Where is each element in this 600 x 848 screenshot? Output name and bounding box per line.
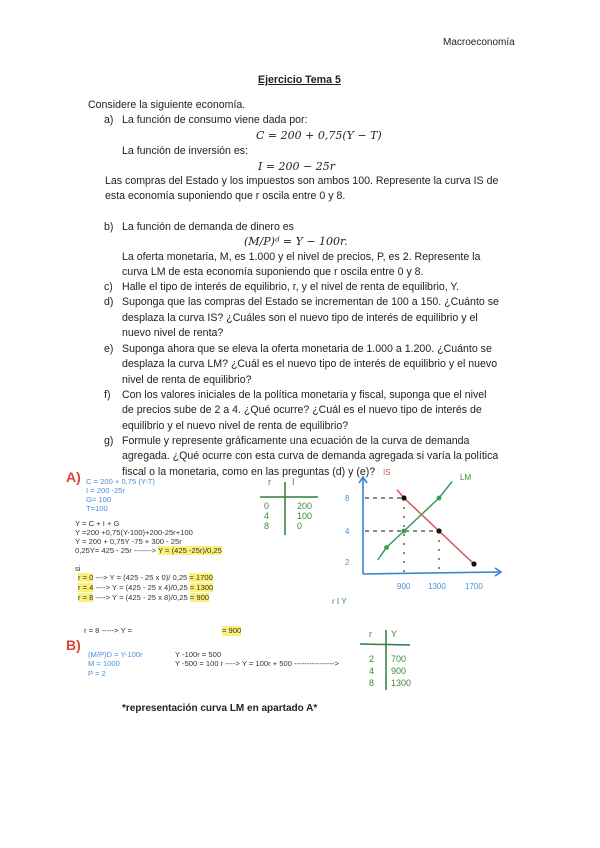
table-cell: 4 [264,511,270,521]
table-cell: 8 [264,521,270,531]
lm-point [384,545,389,550]
x-tick: 900 [397,582,411,591]
item-e-label: e) [104,343,114,355]
table-ry-hline [360,644,410,645]
formula-consumption: C = 200 + 0,75(Y − T) [256,129,382,142]
item-e-line: desplaza la curva LM? ¿Cuál es el nuevo tipo de interés de equilibrio y el nuevo [122,358,498,370]
step: Y -500 = 100 r ----> Y = 100r + 500 ----------------> [175,659,339,668]
given: I = 200 -25r [86,486,126,495]
item-d-line: nuevo nivel de renta? [122,327,224,339]
y-tick: 4 [345,527,350,536]
table-ry-h2: Y [391,629,398,639]
table-cell: 100 [297,511,313,521]
axis-note: r I Y [332,597,347,606]
extra-r: r = 8 [84,626,100,635]
lm-point [437,496,442,501]
extra-val: = 900 [222,626,242,635]
step: Y =200 +0,75(Y-100)+200-25r+100 [75,528,193,537]
table-ry-h1: r [369,629,372,639]
x-axis [363,572,500,574]
item-g-line: agregada. ¿Qué ocurre con esta curva de demanda agregada si varía la política [122,450,499,462]
item-b-line: La función de demanda de dinero es [122,221,294,233]
table-ri-h1: r [268,477,271,487]
item-d-line: Suponga que las compras del Estado se incrementan de 100 a 150. ¿Cuánto se [122,296,499,308]
case-expr: ----> Y = (425 - 25 x 4)/0,25 [93,583,190,592]
given: C = 200 + 0,75 (Y-T) [86,477,155,486]
is-point [471,561,476,566]
item-f-label: f) [104,389,111,401]
table-cell: 0 [297,521,303,531]
table-cell: 0 [264,501,270,511]
given: T=100 [86,504,108,513]
table-cell: 700 [391,654,407,664]
is-result: Y = (425 -25r)/0,25 [158,546,222,555]
item-f-line: de precios sube de 2 a 4. ¿Qué ocurre? ¿Cuál es el nuevo tipo de interés de [122,404,482,416]
y-tick: 8 [345,494,350,503]
lm-label: LM [460,473,472,482]
item-d-label: d) [104,296,114,308]
formula-money-demand: (M/P)ᵈ = Y − 100r. [244,235,348,248]
item-b-rest: La oferta monetaria, M, es 1.000 y el nivel de precios, P, es 2. Represente la [122,251,481,263]
intro: Considere la siguiente economía. [88,99,246,111]
lm-curve [378,482,452,560]
item-c-line: Halle el tipo de interés de equilibrio, r, y el nivel de renta de equilibrio, Y. [122,281,460,293]
item-e-line: nivel de renta de equilibrio? [122,374,252,386]
table-cell: 1300 [391,678,412,688]
item-a-label: a) [104,114,114,126]
item-b-rest: curva LM de esta economía suponiendo que r oscila entre 0 y 8. [122,266,424,278]
item-c-label: c) [104,281,113,293]
is-point [401,495,406,500]
case-val: = 900 [189,593,210,602]
item-f-line: equilibrio y el nuevo nivel de renta de equilibrio? [122,420,349,432]
case-expr: ----> Y = (425 - 25 x 8)/0,25 [93,593,190,602]
item-g-line: Formule y represente gráficamente una ecuación de la curva de demanda [122,435,470,447]
page-title: Ejercicio Tema 5 [258,74,341,86]
step: Y -100r = 500 [175,650,222,659]
y-tick: 2 [345,558,350,567]
solution-a-label: A) [66,469,81,485]
given: (M/P)D = Y-100r [88,650,143,659]
case-r: r = 8 [78,593,94,602]
is-label: IS [383,468,391,477]
case-expr: ---> Y = (425 - 25 x 0)/ 0,25 [93,573,190,582]
extra-mid: -----> Y = [99,626,133,635]
given: G= 100 [86,495,112,504]
is-point [436,528,441,533]
x-tick: 1300 [428,582,446,591]
table-cell: 2 [369,654,375,664]
step: Y = C + I + G [75,519,120,528]
si-label: si [75,564,81,573]
table-ri-h2: I [292,477,295,487]
table-cell: 900 [391,666,407,676]
item-b-label: b) [104,221,114,233]
formula-investment: I = 200 − 25r [258,160,336,173]
item-e-line: Suponga ahora que se eleva la oferta monetaria de 1.000 a 1.200. ¿Cuánto se [122,343,492,355]
item-a-inv: La función de inversión es: [122,145,249,157]
table-cell: 200 [297,501,313,511]
case-val: = 1300 [189,583,214,592]
given: M = 1000 [88,659,120,668]
solution-b-label: B) [66,637,81,653]
case-val: = 1700 [189,573,213,582]
table-cell: 4 [369,666,375,676]
x-tick: 1700 [465,582,483,591]
item-g-label: g) [104,435,114,447]
table-cell: 8 [369,678,375,688]
item-f-line: Con los valores iniciales de la política monetaria y fiscal, suponga que el nivel [122,389,487,401]
item-g-line: fiscal o la monetaria, como en las preguntas (d) y (e)? [122,466,376,478]
case-r: r = 4 [78,583,94,592]
given: P = 2 [88,669,106,678]
header-subject: Macroeconomía [443,37,515,48]
step-text: 0,25Y= 425 - 25r -------> [75,546,159,555]
item-a-rest: esta economía suponiendo que r oscila entre 0 y 8. [105,190,346,202]
note: *representación curva LM en apartado A* [122,703,318,714]
item-a-line: La función de consumo viene dada por: [122,114,308,126]
case-r: r = 0 [78,573,94,582]
lm-point [402,529,407,534]
item-a-rest: Las compras del Estado y los impuestos son ambos 100. Represente la curva IS de [105,175,499,187]
step: Y = 200 + 0,75Y -75 + 300 - 25r [75,537,182,546]
item-d-line: desplaza la curva IS? ¿Cuáles son el nuevo tipo de interés de equilibrio y el [122,312,478,324]
